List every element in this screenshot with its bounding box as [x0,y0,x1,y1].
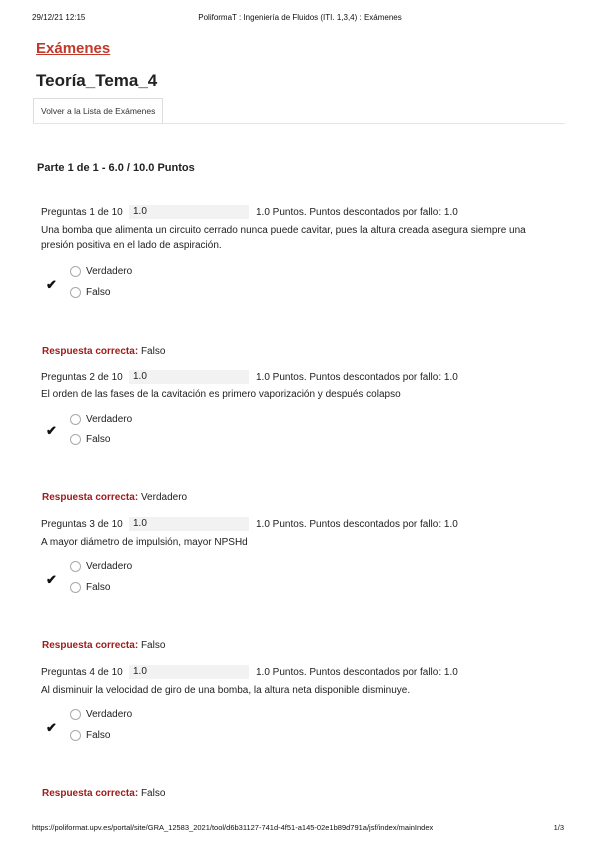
correct-answer-label: Respuesta correcta: [42,788,139,799]
question-text: El orden de las fases de la cavitación es primero vaporización y después colapso [41,389,401,400]
option-true[interactable] [70,414,132,425]
correct-answer-label: Respuesta correcta: [42,346,139,357]
correct-answer [42,492,187,503]
option-false[interactable] [70,287,110,298]
score-field[interactable]: 1.0 [129,665,249,679]
question-points: 1.0 Puntos. Puntos descontados por fallo: 1.0 [256,207,458,218]
option-label: Verdadero [86,709,133,720]
option-label: Falso [86,434,111,445]
correct-answer-value: Verdadero [140,492,188,503]
radio-icon[interactable] [70,414,81,425]
correct-answer-value: Falso [140,788,166,799]
question-number: Preguntas 1 de 10 [41,207,123,218]
radio-icon[interactable] [70,266,81,277]
score-field[interactable]: 1.0 [129,517,249,531]
radio-icon[interactable] [70,561,81,572]
option-true[interactable] [70,561,132,572]
radio-icon[interactable] [70,709,81,720]
question-header [41,206,458,218]
check-icon: ✔ [46,423,57,438]
option-label: Falso [86,730,111,741]
question-text: Al disminuir la velocidad de giro de una bomba, la altura neta disponible disminuye. [41,685,411,696]
option-label: Falso [86,287,111,298]
breadcrumb-examenes[interactable]: Exámenes [36,40,111,57]
question-text: Una bomba que alimenta un circuito cerrado nunca puede cavitar, pues la altura creada asegura siempre una presión positiva en el lado de aspiración. [41,225,526,251]
correct-answer [42,346,165,357]
option-true[interactable] [70,266,132,277]
print-date: 29/12/21 12:15 [32,13,86,22]
option-false[interactable] [70,730,110,741]
radio-icon[interactable] [70,582,81,593]
radio-icon[interactable] [70,434,81,445]
option-label: Verdadero [86,561,133,572]
print-title: PoliformaT : Ingeniería de Fluidos (ITI. 1,3,4) : Exámenes [198,13,402,22]
option-false[interactable] [70,434,110,445]
radio-icon[interactable] [70,730,81,741]
print-url: https://poliformat.upv.es/portal/site/GRA_12583_2021/tool/d6b31127-741d-4f51-a145-02e1b89d791a/jsf/index/mainIndex [32,823,434,832]
question-points: 1.0 Puntos. Puntos descontados por fallo: 1.0 [256,667,458,678]
score-field[interactable]: 1.0 [129,370,249,384]
correct-answer [42,788,165,799]
check-icon: ✔ [46,720,57,735]
correct-answer-value: Falso [140,346,166,357]
radio-icon[interactable] [70,287,81,298]
option-label: Verdadero [86,414,133,425]
question-points: 1.0 Puntos. Puntos descontados por fallo: 1.0 [256,519,458,530]
option-label: Falso [86,582,111,593]
correct-answer [42,640,165,651]
page-title: Teoría_Tema_4 [36,71,158,90]
option-label: Verdadero [86,266,133,277]
score-field[interactable]: 1.0 [129,205,249,219]
question-header [41,666,458,678]
question-text: A mayor diámetro de impulsión, mayor NPSHd [41,537,248,548]
check-icon: ✔ [46,572,57,587]
tab-divider [33,123,565,124]
part-title: Parte 1 de 1 - 6.0 / 10.0 Puntos [37,162,195,174]
question-header [41,371,458,383]
question-points: 1.0 Puntos. Puntos descontados por fallo: 1.0 [256,372,458,383]
correct-answer-value: Falso [140,640,166,651]
question-number: Preguntas 4 de 10 [41,667,123,678]
question-number: Preguntas 3 de 10 [41,519,123,530]
page-number: 1/3 [553,823,564,832]
check-icon: ✔ [46,277,57,292]
correct-answer-label: Respuesta correcta: [42,492,139,503]
back-to-exam-list-link[interactable]: Volver a la Lista de Exámenes [33,98,163,124]
question-number: Preguntas 2 de 10 [41,372,123,383]
question-header [41,518,458,530]
correct-answer-label: Respuesta correcta: [42,640,139,651]
option-false[interactable] [70,582,110,593]
option-true[interactable] [70,709,132,720]
